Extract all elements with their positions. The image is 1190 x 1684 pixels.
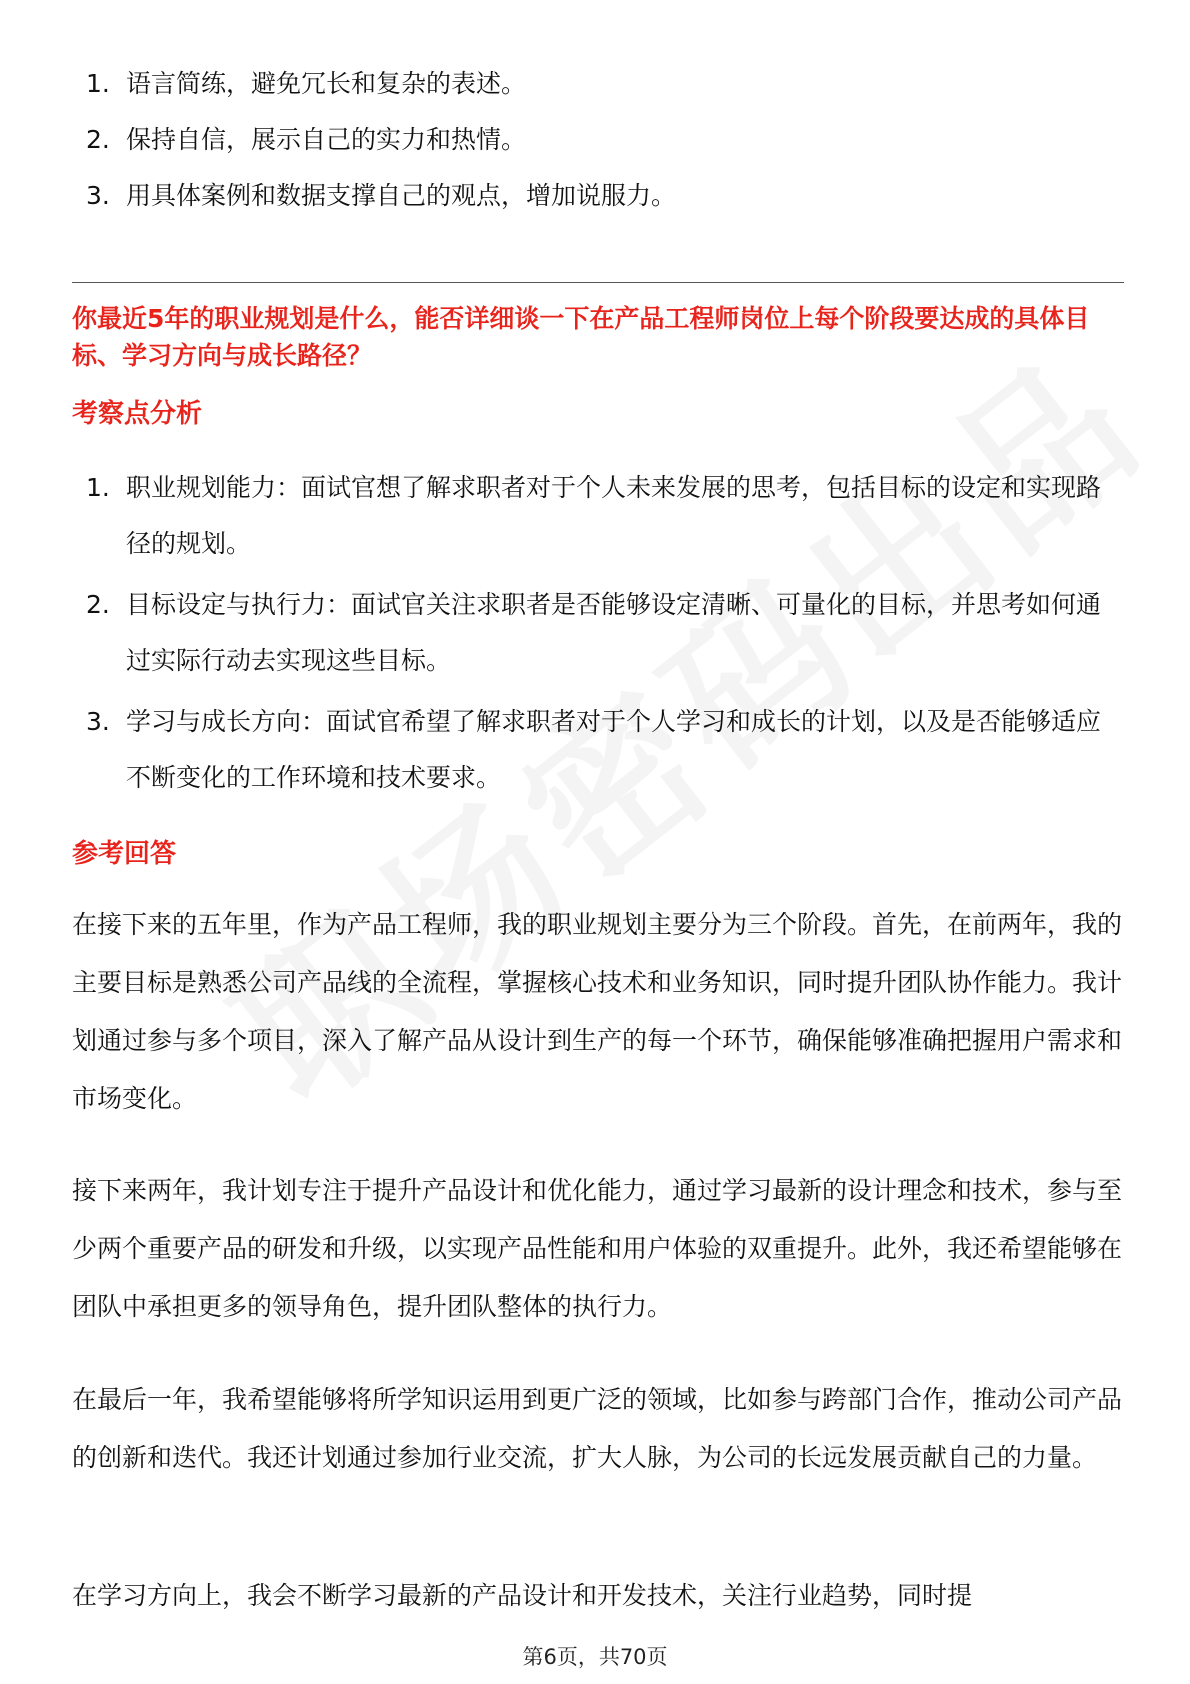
answer-paragraph: 在最后一年，我希望能够将所学知识运用到更广泛的领域，比如参与跨部门合作，推动公司产品的创新和迭代。我还计划通过参加行业交流，扩大人脉，为公司的长远发展贡献自己的力量。 <box>72 1385 1123 1472</box>
list-text: 职业规划能力：面试官想了解求职者对于个人未来发展的思考，包括目标的设定和实现路径的规划。 <box>126 473 1102 558</box>
page-footer: 第6页，共70页 <box>522 1645 668 1669</box>
answer-paragraph: 在学习方向上，我会不断学习最新的产品设计和开发技术，关注行业趋势，同时提 <box>72 1581 973 1610</box>
interview-question: 你最近5年的职业规划是什么，能否详细谈一下在产品工程师岗位上每个阶段要达成的具体目标、学习方向与成长路径？ <box>72 304 1090 370</box>
list-item <box>72 460 1117 572</box>
list-item <box>72 112 1117 168</box>
answer-heading: 参考回答 <box>72 839 177 869</box>
list-number: 3. <box>86 181 110 210</box>
list-number: 3. <box>86 707 110 736</box>
list-text: 语言简练，避免冗长和复杂的表述。 <box>126 69 527 98</box>
list-number: 1. <box>86 69 110 98</box>
section-divider <box>72 282 1124 283</box>
list-item <box>72 56 1117 112</box>
tips-list <box>72 56 1117 224</box>
list-number: 2. <box>86 125 110 154</box>
list-item <box>72 577 1117 689</box>
list-number: 1. <box>86 473 110 502</box>
list-item <box>72 168 1117 224</box>
analysis-list <box>72 460 1117 811</box>
answer-paragraph: 在接下来的五年里，作为产品工程师，我的职业规划主要分为三个阶段。首先，在前两年，我的主要目标是熟悉公司产品线的全流程，掌握核心技术和业务知识，同时提升团队协作能力。我计划通过参与多个项目，深入了解产品从设计到生产的每一个环节，确保能够准确把握用户需求和市场变化。 <box>72 910 1123 1113</box>
list-number: 2. <box>86 590 110 619</box>
list-text: 目标设定与执行力：面试官关注求职者是否能够设定清晰、可量化的目标，并思考如何通过实际行动去实现这些目标。 <box>126 590 1102 675</box>
list-item <box>72 694 1117 806</box>
list-text: 学习与成长方向：面试官希望了解求职者对于个人学习和成长的计划，以及是否能够适应不断变化的工作环境和技术要求。 <box>126 707 1102 792</box>
list-text: 用具体案例和数据支撑自己的观点，增加说服力。 <box>126 181 677 210</box>
answer-paragraph: 接下来两年，我计划专注于提升产品设计和优化能力，通过学习最新的设计理念和技术，参与至少两个重要产品的研发和升级，以实现产品性能和用户体验的双重提升。此外，我还希望能够在团队中承担更多的领导角色，提升团队整体的执行力。 <box>72 1176 1123 1321</box>
list-text: 保持自信，展示自己的实力和热情。 <box>126 125 527 154</box>
analysis-heading: 考察点分析 <box>72 399 203 429</box>
